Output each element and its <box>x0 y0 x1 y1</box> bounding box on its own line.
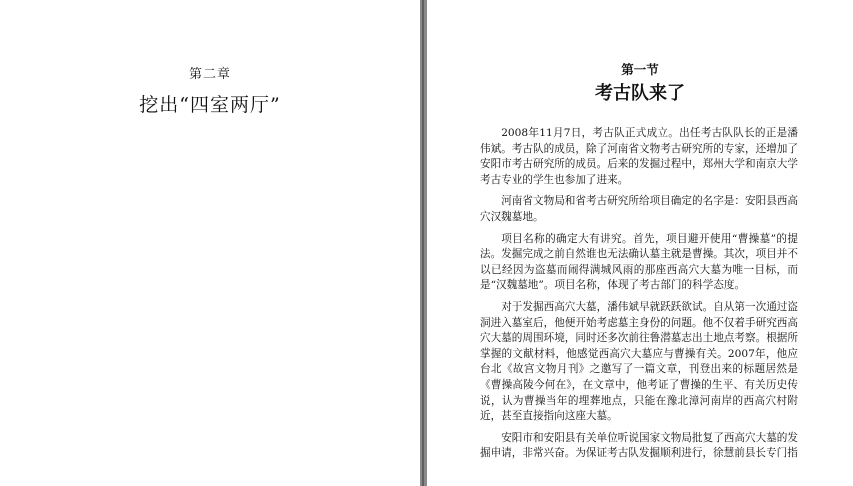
paragraph: 对于发掘西高穴大墓，潘伟斌早就跃跃欲试。自从第一次通过盗洞进入墓室后，他便开始考虑墓主身份的问题。他不仅着手研究西高穴大墓的周围环境，同时还多次前往鲁潜墓志出土地点考察。根据所掌握的文献材料，他感觉西高穴大墓应与曹操有关。2007年，他应台北《故宫文物月刊》之邀写了一篇文章，刊登出来的标题居然是《曹操高陵今何在》，在文章中，他考证了曹操的生平、有关历史传说，认为曹操当年的埋葬地点，只能在豫北漳河南岸的西高穴村附近，甚至直接指向这座大墓。 <box>480 300 798 423</box>
paragraph: 河南省文物局和省考古研究所给项目确定的名字是：安阳县西高穴汉魏墓地。 <box>480 195 798 223</box>
section-number: 第一节 <box>621 62 659 77</box>
paragraph: 安阳市和安阳县有关单位听说国家文物局批复了西高穴大墓的发掘申请，非常兴奋。为保证考古队发掘顺利进行，徐慧前县长专门指 <box>480 431 798 460</box>
section-title: 考古队来了 <box>595 83 685 104</box>
chapter-number: 第二章 <box>188 67 231 82</box>
left-page <box>0 0 420 486</box>
gutter-edge <box>422 0 424 486</box>
page-gutter <box>420 0 427 486</box>
paragraph: 项目名称的确定大有讲究。首先，项目避开使用“曹操墓”的提法。发掘完成之前自然谁也无法确认墓主就是曹操。其次，项目并不以已经因为盗墓而闹得满城风雨的那座西高穴大墓为唯一目标，而是“汉魏墓地”。项目名称，体现了考古部门的科学态度。 <box>480 232 798 292</box>
paragraph: 2008年11月7日，考古队正式成立。出任考古队队长的正是潘伟斌。考古队的成员，除了河南省文物考古研究所的专家，还增加了安阳市考古研究所的成员。后来的发掘过程中，郑州大学和南京大学考古专业的学生也参加了进来。 <box>480 127 798 186</box>
body-text <box>480 126 798 468</box>
right-page <box>427 0 853 486</box>
chapter-title: 挖出“四室两厅” <box>139 94 281 116</box>
